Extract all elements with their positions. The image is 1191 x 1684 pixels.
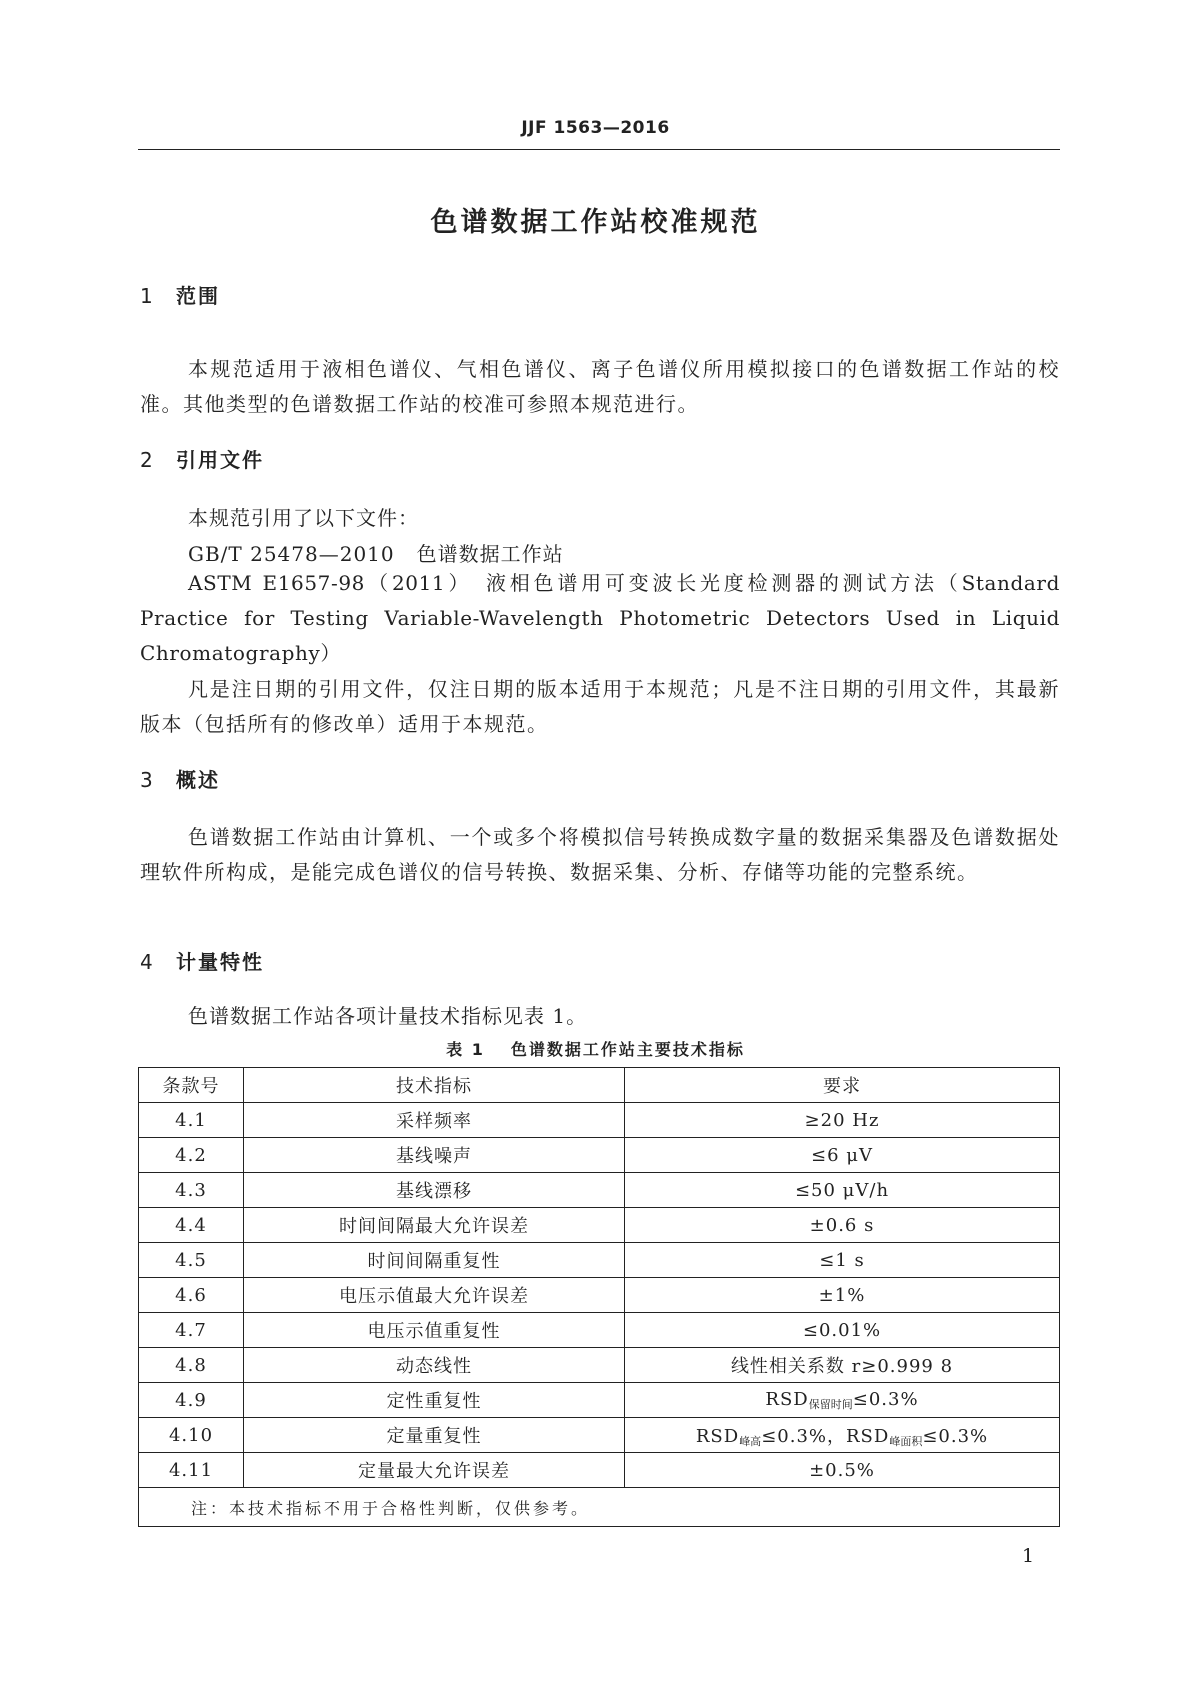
table-row (139, 1173, 1060, 1208)
clause-cell: 4.9 (139, 1383, 244, 1418)
requirement-cell (625, 1418, 1060, 1453)
indicator-cell: 电压示值最大允许误差 (244, 1278, 625, 1313)
table-caption (0, 1037, 1191, 1060)
references-intro: 本规范引用了以下文件： (188, 506, 419, 530)
indicator-cell: 基线噪声 (244, 1138, 625, 1173)
indicator-cell: 定量最大允许误差 (244, 1453, 625, 1488)
clause-cell: 4.8 (139, 1348, 244, 1383)
indicator-cell: 时间间隔最大允许误差 (244, 1208, 625, 1243)
indicator-cell: 定量重复性 (244, 1418, 625, 1453)
clause-cell: 4.1 (139, 1103, 244, 1138)
table-row (139, 1138, 1060, 1173)
indicator-cell: 电压示值重复性 (244, 1313, 625, 1348)
section-number: 3 (140, 768, 153, 792)
standard-code: JJF 1563—2016 (521, 118, 670, 138)
table-row (139, 1278, 1060, 1313)
header-indicator: 技术指标 (244, 1068, 625, 1103)
document-title: 色谱数据工作站校准规范 (430, 207, 761, 238)
header-requirement: 要求 (625, 1068, 1060, 1103)
table-row (139, 1103, 1060, 1138)
page-number: 1 (1022, 1545, 1035, 1567)
header-rule (138, 149, 1060, 150)
table-label: 表 1 (446, 1040, 485, 1059)
table-row (139, 1348, 1060, 1383)
table-header-row (139, 1068, 1060, 1103)
table-title: 色谱数据工作站主要技术指标 (510, 1040, 745, 1059)
indicator-cell: 采样频率 (244, 1103, 625, 1138)
clause-cell: 4.10 (139, 1418, 244, 1453)
clause-cell: 4.6 (139, 1278, 244, 1313)
clause-cell: 4.2 (139, 1138, 244, 1173)
indicator-cell: 动态线性 (244, 1348, 625, 1383)
section-title: 概述 (176, 768, 220, 792)
section-number: 4 (140, 950, 153, 974)
section-number: 2 (140, 448, 153, 472)
table-note-row (139, 1488, 1060, 1527)
header-clause: 条款号 (139, 1068, 244, 1103)
table-note: 注：本技术指标不用于合格性判断，仅供参考。 (139, 1488, 1060, 1527)
requirement-cell: ≤1 s (625, 1243, 1060, 1278)
requirement-cell: ≤6 μV (625, 1138, 1060, 1173)
section-4-paragraph: 色谱数据工作站各项计量技术指标见表 1。 (188, 1004, 588, 1028)
rsd-value: ≤0.3% (852, 1388, 919, 1410)
rsd-label: RSD (846, 1425, 890, 1447)
reference-code: GB/T 25478—2010 (188, 542, 395, 566)
reference-title: 色谱数据工作站 (416, 542, 564, 566)
requirement-cell: 线性相关系数 r≥0.999 8 (625, 1348, 1060, 1383)
indicator-cell: 时间间隔重复性 (244, 1243, 625, 1278)
table-row (139, 1453, 1060, 1488)
rsd-label: RSD (695, 1425, 740, 1447)
reference-item (188, 538, 564, 567)
section-title: 引用文件 (176, 448, 264, 472)
section-1-paragraph: 本规范适用于液相色谱仪、气相色谱仪、离子色谱仪所用模拟接口的色谱数据工作站的校准。其他类型的色谱数据工作站的校准可参照本规范进行。 (140, 357, 1060, 416)
table-row (139, 1313, 1060, 1348)
section-1-heading (140, 280, 220, 309)
rsd-label: RSD (765, 1388, 809, 1410)
requirement-cell: ±0.5% (625, 1453, 1060, 1488)
clause-cell: 4.7 (139, 1313, 244, 1348)
requirement-cell: ±1% (625, 1278, 1060, 1313)
clause-cell: 4.11 (139, 1453, 244, 1488)
section-4-heading (140, 946, 264, 975)
table-row (139, 1208, 1060, 1243)
rsd-value: ≤0.3% (922, 1425, 989, 1447)
spec-table (138, 1067, 1060, 1527)
clause-cell: 4.4 (139, 1208, 244, 1243)
section-3-paragraph: 色谱数据工作站由计算机、一个或多个将模拟信号转换成数字量的数据采集器及色谱数据处理软件所构成，是能完成色谱仪的信号转换、数据采集、分析、存储等功能的完整系统。 (140, 825, 1060, 884)
table-row (139, 1243, 1060, 1278)
rsd-subscript: 保留时间 (808, 1397, 853, 1411)
indicator-cell: 定性重复性 (244, 1383, 625, 1418)
requirement-cell: ≤0.01% (625, 1313, 1060, 1348)
section-3-heading (140, 764, 220, 793)
requirement-cell: ≤50 μV/h (625, 1173, 1060, 1208)
section-2-heading (140, 444, 264, 473)
clause-cell: 4.5 (139, 1243, 244, 1278)
rsd-subscript: 峰高 (739, 1434, 762, 1448)
section-title: 计量特性 (176, 950, 264, 974)
requirement-cell: ≥20 Hz (625, 1103, 1060, 1138)
section-title: 范围 (176, 284, 220, 308)
requirement-cell: ±0.6 s (625, 1208, 1060, 1243)
rsd-subscript: 峰面积 (889, 1434, 923, 1448)
table-row (139, 1418, 1060, 1453)
table-row (139, 1383, 1060, 1418)
section-number: 1 (140, 284, 153, 308)
references-note: 凡是注日期的引用文件，仅注日期的版本适用于本规范；凡是不注日期的引用文件，其最新版本（包括所有的修改单）适用于本规范。 (140, 677, 1060, 736)
clause-cell: 4.3 (139, 1173, 244, 1208)
indicator-cell: 基线漂移 (244, 1173, 625, 1208)
rsd-value: ≤0.3%， (761, 1425, 846, 1447)
reference-item-astm: ASTM E1657-98（2011） 液相色谱用可变波长光度检测器的测试方法（Standard Practice for Testing Variable-Wavelength Photometric Detectors Used in Liquid Chromatography） (140, 571, 1060, 665)
requirement-cell (625, 1383, 1060, 1418)
